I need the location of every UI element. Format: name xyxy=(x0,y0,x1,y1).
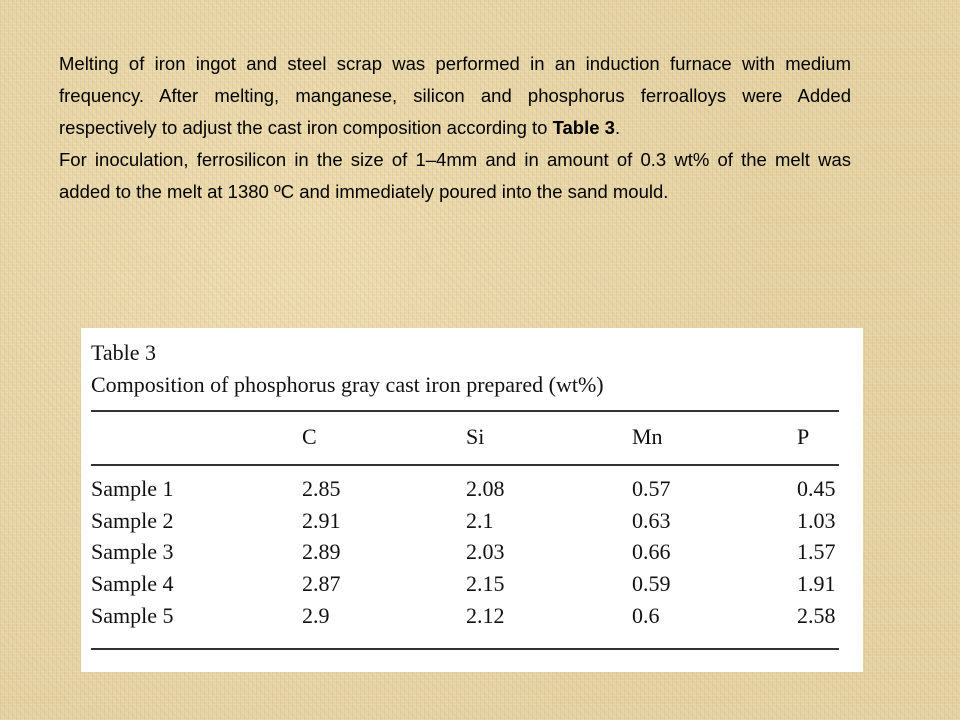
cell-c: 2.9 xyxy=(302,603,330,628)
paragraph-melting xyxy=(59,48,851,144)
cell-mn: 0.66 xyxy=(632,539,671,564)
row-label: Sample 5 xyxy=(91,603,174,628)
paragraph-inoculation: For inoculation, ferrosilicon in the size of 1–4mm and in amount of 0.3 wt% of the melt was added to the melt at 1380 ºC and immediately poured into the sand mould. xyxy=(59,149,851,202)
cell-mn: 0.63 xyxy=(632,508,671,533)
row-label: Sample 1 xyxy=(91,476,174,501)
table-bottom-rule xyxy=(91,648,839,650)
table-title: Composition of phosphorus gray cast iron prepared (wt%) xyxy=(91,372,604,397)
cell-c: 2.85 xyxy=(302,476,341,501)
cell-mn: 0.57 xyxy=(632,476,671,501)
table-figure xyxy=(81,328,863,672)
table-header-rule xyxy=(91,464,839,466)
cell-p: 1.03 xyxy=(797,508,836,533)
row-label: Sample 2 xyxy=(91,508,174,533)
cell-c: 2.87 xyxy=(302,571,341,596)
paragraph-melting-end: . xyxy=(614,117,621,138)
slide-body-text xyxy=(59,48,851,208)
table-row xyxy=(91,508,839,538)
table-reference: Table 3 xyxy=(552,117,615,138)
cell-mn: 0.6 xyxy=(632,603,660,628)
header-cell-si: Si xyxy=(466,424,485,449)
table-row xyxy=(91,571,839,601)
cell-si: 2.1 xyxy=(466,508,494,533)
cell-p: 1.57 xyxy=(797,539,836,564)
table-row xyxy=(91,476,839,506)
paragraph-melting-text: Melting of iron ingot and steel scrap was performed in an induction furnace with medium frequency. After melting, manganese, silicon and phosphorus ferroalloys were Added respectively to adjust the cast iron composition according to xyxy=(59,53,851,138)
cell-si: 2.15 xyxy=(466,571,505,596)
header-cell-mn: Mn xyxy=(632,424,663,449)
table-label: Table 3 xyxy=(91,340,157,365)
cell-p: 1.91 xyxy=(797,571,836,596)
table-row xyxy=(91,539,839,569)
cell-c: 2.89 xyxy=(302,539,341,564)
cell-si: 2.08 xyxy=(466,476,505,501)
cell-p: 2.58 xyxy=(797,603,836,628)
row-label: Sample 4 xyxy=(91,571,174,596)
cell-p: 0.45 xyxy=(797,476,836,501)
table-top-rule xyxy=(91,410,839,412)
row-label: Sample 3 xyxy=(91,539,174,564)
cell-c: 2.91 xyxy=(302,508,341,533)
header-cell-c: C xyxy=(302,424,317,449)
header-cell-p: P xyxy=(797,424,810,449)
cell-mn: 0.59 xyxy=(632,571,671,596)
cell-si: 2.12 xyxy=(466,603,505,628)
table-row xyxy=(91,603,839,633)
table-header-row xyxy=(91,424,839,454)
cell-si: 2.03 xyxy=(466,539,505,564)
